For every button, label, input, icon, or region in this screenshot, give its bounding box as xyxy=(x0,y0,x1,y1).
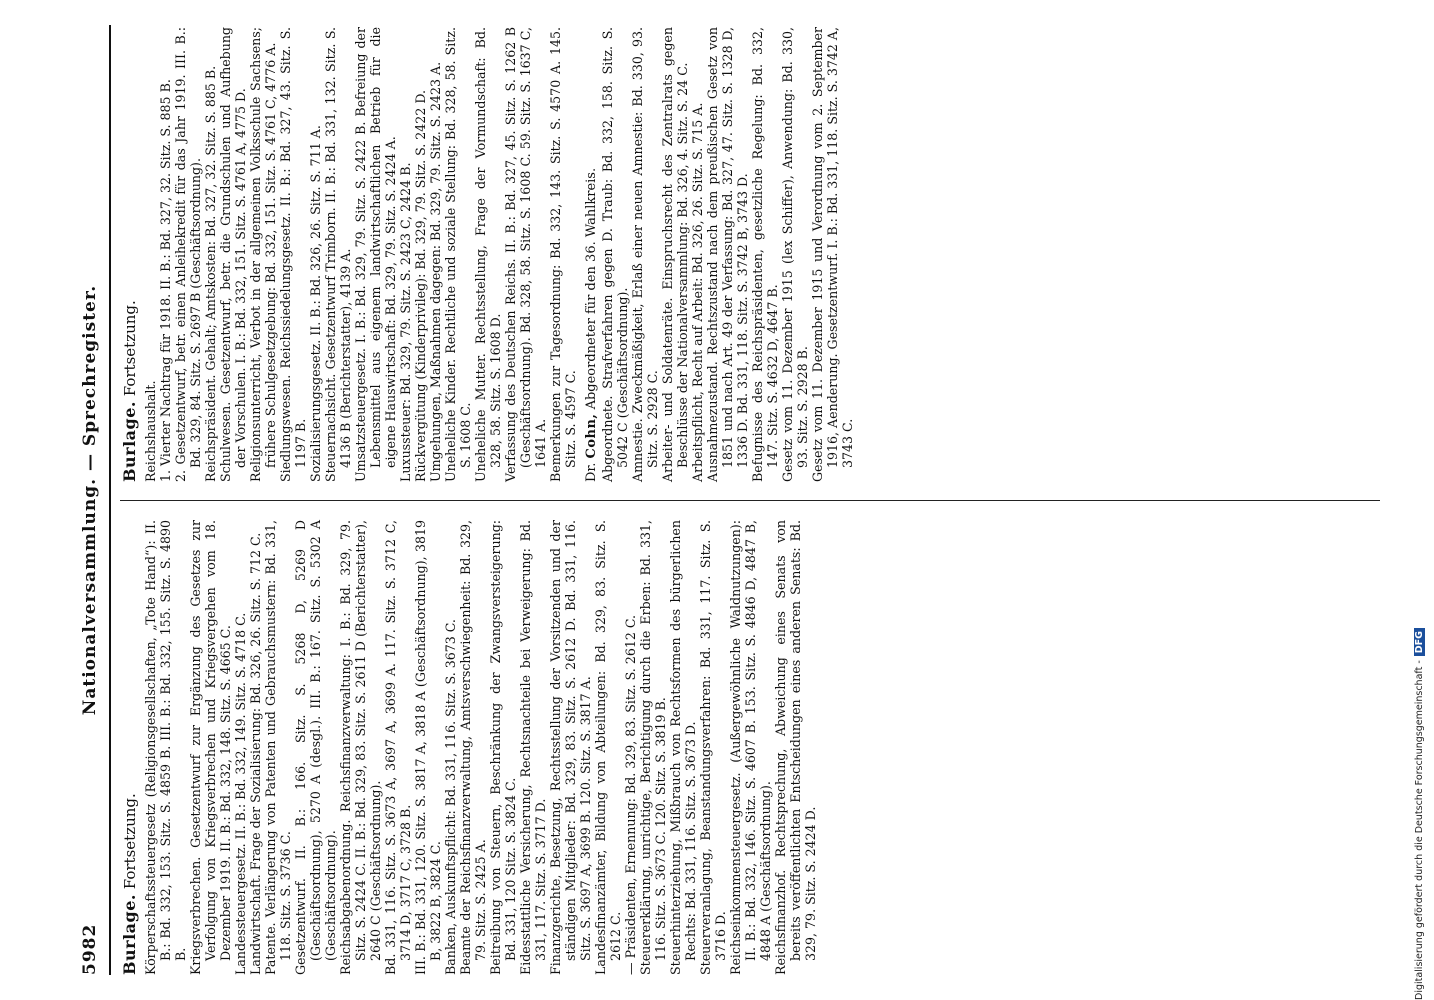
index-entry: Steuerhinterziehung, Mißbrauch von Rechtsformen des bürgerlichen Rechts: Bd. 331, 116. Sitz. S. 3673 D. xyxy=(668,520,698,975)
index-entry: — Präsidenten, Ernennung: Bd. 329, 83. Sitz. S. 2612 C. xyxy=(623,614,638,975)
rotated-page xyxy=(72,25,1392,975)
index-entry: Reichsabgabenordnung. Reichsfinanzverwaltung: I. B.: Bd. 329, 79. Sitz. S. 2424 C. II. B.: Bd. 329, 83. Sitz. S. 2611 D (Berichterstatter), 2640 C (Geschäftsordnung). xyxy=(338,520,383,975)
index-entry: Steuererklärung, unrichtige, Berichtigung durch die Erben: Bd. 331, 116. Sitz. S. 3673 C. 120. Sitz. S. 3819 B. xyxy=(638,520,668,975)
index-entry: Landesfinanzämter, Bildung von Abteilungen: Bd. 329, 83. Sitz. S. 2612 C. xyxy=(593,520,623,975)
left-entries xyxy=(143,520,818,975)
index-entry: Umsatzsteuergesetz. I. B.: Bd. 329, 79. Sitz. S. 2422 B. Befreiung der Lebensmittel aus eigenem landwirtschaftlichen Betrieb für die eigene Hauswirtschaft: Bd. 329, 79. Sitz. S. 2424 A. xyxy=(353,27,398,482)
index-entry: Uneheliche Kinder. Rechtliche und soziale Stellung: Bd. 328, 58. Sitz. S. 1608 C. xyxy=(443,27,473,482)
person-name: Burlage. xyxy=(120,401,139,482)
continuation-label: Fortsetzung. xyxy=(121,793,139,890)
index-entry: Bemerkungen zur Tagesordnung: Bd. 332, 143. Sitz. S. 4570 A. 145. Sitz. S. 4597 C. xyxy=(548,27,578,482)
person-name: Cohn, xyxy=(584,413,599,459)
page-header xyxy=(72,25,112,975)
column-divider xyxy=(120,500,1380,501)
page-number: 5982 xyxy=(80,923,100,975)
index-entry: Amnestie. Zweckmäßigkeit, Erlaß einer neuen Amnestie: Bd. 330, 93. Sitz. S. 2928 C. xyxy=(630,27,660,482)
right-column-heading xyxy=(120,27,139,482)
index-entry: Religionsunterricht, Verbot in der allgemeinen Volksschule Sachsens; frühere Schulgesetzgebung: Bd. 332, 151. Sitz. S. 4761 C, 4776 A. xyxy=(248,27,278,482)
left-column xyxy=(120,520,1380,975)
index-entry: Gesetzentwurf. II. B.: 166. Sitz. S. 5268 D, 5269 D (Geschäftsordnung), 5270 A (desgl.). III. B.: 167. Sitz. S. 5302 A (Geschäftsordnung). xyxy=(293,520,338,975)
person-name: Burlage. xyxy=(120,894,139,975)
index-entry: III. B.: Bd. 331, 120. Sitz. S. 3817 A, 3818 A (Geschäftsordnung), 3819 B, 3822 B, 3824 C. xyxy=(413,520,443,975)
index-entry: Arbeitspflicht, Recht auf Arbeit: Bd. 326, 26. Sitz. S. 715 A. xyxy=(690,102,705,482)
right-column xyxy=(120,27,1380,482)
index-entry: Gesetz vom 11. Dezember 1915 (lex Schiffer), Anwendung: Bd. 330, 93. Sitz. S. 2928 B. xyxy=(780,27,810,482)
index-entry: Reichshaushalt. xyxy=(143,380,158,482)
running-title: Nationalversammlung. — Sprechregister. xyxy=(80,284,100,716)
index-entry: Steuernachsicht. Gesetzentwurf Trimborn. II. B.: Bd. 331, 132. Sitz. S. 4136 B (Berichterstatter), 4139 A. xyxy=(323,27,353,482)
index-entry: Banken, Auskunftspflicht: Bd. 331, 116. Sitz. S. 3673 C. xyxy=(443,619,458,975)
index-entry: Landwirtschaft. Frage der Sozialisierung: Bd. 326, 26. Sitz. S. 712 C. xyxy=(248,532,263,975)
index-entry: Reichsfinanzhof. Rechtsprechung, Abweichung eines Senats von bereits veröffentlichten Entscheidungen eines anderen Senats: Bd. 329, 79. Sitz. S. 2424 D. xyxy=(773,520,818,975)
index-entry: Umgehungen, Maßnahmen dagegen: Bd. 329, 79. Sitz. S. 2423 A. xyxy=(428,61,443,482)
index-entry: Verfassung des Deutschen Reichs. II. B.: Bd. 327, 45. Sitz. S. 1262 B (Geschäftsordnung). Bd. 328, 58. Sitz. S. 1608 C. 59. Sitz. S. 1637 C, 1641 A. xyxy=(503,27,548,482)
index-entry: Reichseinkommensteuergesetz. (Außergewöhnliche Waldnutzungen): II. B.: Bd. 332, 146. Sitz. S. 4607 B. 153. Sitz. S. 4846 D, 4847 B, 4848 A (Geschäftsordnung). xyxy=(728,520,773,975)
index-entry: Patente. Verlängerung von Patenten und Gebrauchsmustern: Bd. 331, 118. Sitz. S. 3736 C. xyxy=(263,520,293,975)
index-entry: Uneheliche Mutter. Rechtsstellung, Frage der Vormundschaft: Bd. 328, 58. Sitz. S. 1608 D. xyxy=(473,27,503,482)
index-entry: Steuerveranlagung, Beanstandungsverfahren: Bd. 331, 117. Sitz. S. 3716 D. xyxy=(698,520,728,975)
index-entry: Beitreibung von Steuern, Beschränkung der Zwangsversteigerung: Bd. 331, 120 Sitz. S. 3824 C. xyxy=(488,520,518,975)
index-entry: Rückvergütung (Kinderprivileg): Bd. 329, 79. Sitz. S. 2422 D. xyxy=(413,90,428,482)
index-entry: Landessteuergesetz. II. B.: Bd. 332, 149. Sitz. S. 4718 C. xyxy=(233,612,248,975)
index-entry: Körperschaftssteuergesetz (Religionsgesellschaften, „Tote Hand“): II. B.: Bd. 332, 153. Sitz. S. 4859 B. III. B.: Bd. 332, 155. Sitz. S. 4890 B. xyxy=(143,520,188,975)
right-entries-cohn xyxy=(600,27,855,482)
index-entry: Ausnahmezustand. Rechtszustand nach dem preußischen Gesetz von 1851 und nach Art. 49 der Verfassung: Bd. 327, 47. Sitz. S. 1328 D, 1336 D. Bd. 331, 118. Sitz. S. 3742 B, 3743 D. xyxy=(705,27,750,482)
person-heading-cohn xyxy=(584,27,600,482)
person-role: Abgeordneter für den 36. Wahlkreis. xyxy=(584,167,599,410)
index-entry: Luxussteuer: Bd. 329, 79. Sitz. S. 2423 C, 2424 B. xyxy=(398,162,413,482)
digitization-credit xyxy=(1414,628,1425,1000)
index-entry: Abgeordnete. Strafverfahren gegen D. Traub: Bd. 332, 158. Sitz. S. 5042 C (Geschäftsordnung). xyxy=(600,27,630,482)
credit-text: Digitalisierung gefördert durch die Deutsche Forschungsgemeinschaft - xyxy=(1414,660,1425,1000)
index-entry: Finanzgerichte, Besetzung, Rechtsstellung der Vorsitzenden und der ständigen Mitglieder: Bd. 329, 83. Sitz. S. 2612 D. Bd. 331, 116. Sitz. S. 3697 A, 3699 B. 120. Sitz. S. 3817 A. xyxy=(548,520,593,975)
person-title: Dr. xyxy=(584,462,599,482)
index-entry: 1. Vierter Nachtrag für 1918. II. B.: Bd. 327, 32. Sitz. S. 885 B. xyxy=(158,79,173,482)
index-entry: Bd. 331, 116. Sitz. S. 3673 A, 3697 A, 3699 A. 117. Sitz. S. 3712 C, 3714 D, 3717 C, 3728 B. xyxy=(383,520,413,975)
index-entry: Sozialisierungsgesetz. II. B.: Bd. 326, 26. Sitz. S. 711 A. xyxy=(308,125,323,482)
header-rule xyxy=(109,25,111,975)
index-entry: 2. Gesetzentwurf, betr. einen Anleihekredit für das Jahr 1919. III. B.: Bd. 329, 84. Sitz. S. 2697 B (Geschäftsordnung). xyxy=(173,27,203,482)
index-entry: Kriegsverbrechen. Gesetzentwurf zur Ergänzung des Gesetzes zur Verfolgung von Kriegsverbrechen und Kriegsvergehen vom 18. Dezember 1919. II. B.: Bd. 332, 148. Sitz. S. 4665 C. xyxy=(188,520,233,975)
index-entry: Eidesstattliche Versicherung, Rechtsnachteile bei Verweigerung: Bd. 331, 117. Sitz. S. 3717 D. xyxy=(518,520,548,975)
continuation-label: Fortsetzung. xyxy=(121,300,139,397)
index-entry: Beamte der Reichsfinanzverwaltung, Amtsverschwiegenheit: Bd. 329, 79. Sitz. S. 2425 A. xyxy=(458,520,488,975)
left-column-heading xyxy=(120,520,139,975)
index-entry: Arbeiter- und Soldatenräte. Einspruchsrecht des Zentralrats gegen Beschlüsse der Nationalversammlung: Bd. 326, 4. Sitz. S. 24 C. xyxy=(660,27,690,482)
right-entries xyxy=(143,27,578,482)
index-entry: Gesetz vom 11. Dezember 1915 und Verordnung vom 2. September 1916, Aenderung. Gesetzentwurf. I. B.: Bd. 331, 118. Sitz. S. 3742 A, 3743 C. xyxy=(810,26,855,482)
index-entry: Befugnisse des Reichspräsidenten, gesetzliche Regelung: Bd. 332, 147. Sitz. S. 4632 D, 4647 B. xyxy=(750,27,780,482)
index-entry: Reichspräsident. Gehalt; Amtskosten: Bd. 327, 32. Sitz. S. 885 B. xyxy=(203,65,218,482)
index-entry: Siedlungswesen. Reichssiedelungsgesetz. II. B.: Bd. 327, 43. Sitz. S. 1197 B. xyxy=(278,27,308,482)
dfg-logo: DFG xyxy=(1414,628,1425,656)
index-entry: Schulwesen. Gesetzentwurf, betr. die Grundschulen und Aufhebung der Vorschulen. I. B.: Bd. 332, 151. Sitz. S. 4761 A, 4775 D. xyxy=(218,27,248,482)
